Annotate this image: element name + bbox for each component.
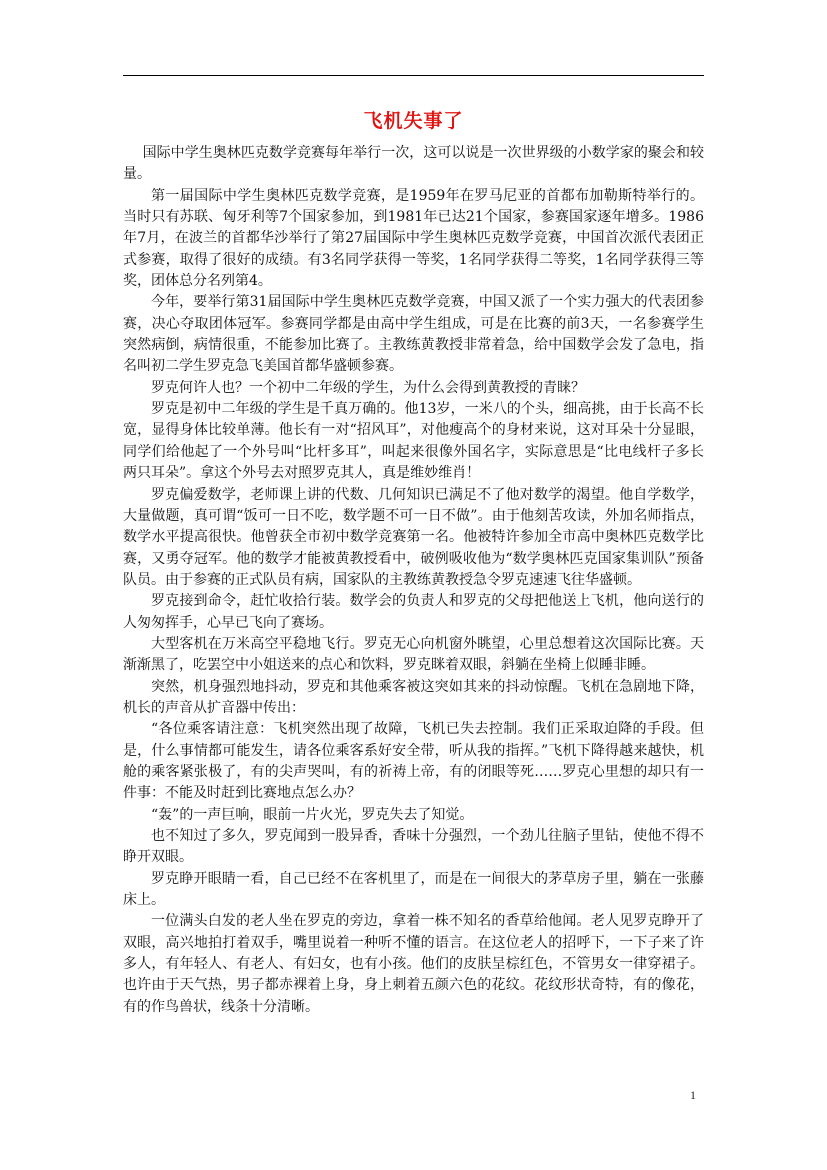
paragraph: 第一届国际中学生奥林匹克数学竞赛，是1959年在罗马尼亚的首都布加勒斯特举行的。当时只有苏联、匈牙利等7个国家参加，到1981年已达21个国家，参赛国家逐年增多。1986年7月，在波兰的首都华沙举行了第27届国际中学生奥林匹克数学竞赛，中国首次派代表团正式参赛，取得了很好的成绩。有3名同学获得一等奖，1名同学获得二等奖，1名同学获得三等奖，团体总分名列第4。 (123, 187, 704, 290)
paragraph: 突然，机身强烈地抖动，罗克和其他乘客被这突如其来的抖动惊醒。飞机在急剧地下降，机长的声音从扩音器中传出： (123, 678, 704, 716)
paragraph: 罗克何许人也？一个初中二年级的学生，为什么会得到黄教授的青睐？ (151, 379, 585, 396)
article-body (123, 143, 704, 1018)
paragraph: 一位满头白发的老人坐在罗克的旁边，拿着一株不知名的香草给他闻。老人见罗克睁开了双眼，高兴地拍打着双手，嘴里说着一种听不懂的语言。在这位老人的招呼下，一下子来了许多人，有年轻人、有老人、有妇女，也有小孩。他们的皮肤呈棕红色，不管男女一律穿裙子。也许由于天气热，男子都赤裸着上身，身上刺着五颜六色的花纹。花纹形状奇特，有的像花，有的作鸟兽状，线条十分清晰。 (123, 913, 704, 1015)
paragraph: 大型客机在万米高空平稳地飞行。罗克无心向机窗外眺望，心里总想着这次国际比赛。天渐渐黑了，吃罢空中小姐送来的点心和饮料，罗克眯着双眼，斜躺在坐椅上似睡非睡。 (123, 635, 704, 674)
header-rule (123, 75, 704, 76)
paragraph: 也不知过了多久，罗克闻到一股异香，香味十分强烈，一个劲儿往脑子里钻，使他不得不睁开双眼。 (123, 828, 704, 866)
paragraph: 罗克睁开眼睛一看，自己已经不在客机里了，而是在一间很大的茅草房子里，躺在一张藤床上。 (123, 870, 704, 909)
paragraph: 国际中学生奥林匹克数学竞赛每年举行一次，这可以说是一次世界级的小数学家的聚会和较量。 (123, 145, 704, 183)
paragraph: 罗克偏爱数学，老师课上讲的代数、几何知识已满足不了他对数学的渴望。他自学数学，大量做题，真可谓“饭可一日不吃，数学题不可一日不做”。由于他刻苦攻读，外加名师指点，数学水平提高很快。他曾获全市初中数学竞赛第一名。他被特许参加全市高中奥林匹克数学比赛，又勇夺冠军。他的数学才能被黄教授看中，破例吸收他为“数学奥林匹克国家集训队”预备队员。由于参赛的正式队员有病，国家队的主教练黄教授急令罗克速速飞往华盛顿。 (123, 486, 704, 588)
paragraph: 罗克是初中二年级的学生是千真万确的。他13岁，一米八的个头，细高挑，由于长高不长宽，显得身体比较单薄。他长有一对“招风耳”，对他瘦高个的身材来说，这对耳朵十分显眼，同学们给他起了一个外号叫“比杆多耳”，叫起来很像外国名字，实际意思是“比电线杆子多长两只耳朵”。拿这个外号去对照罗克其人，真是维妙维肖！ (123, 401, 704, 482)
page-number: 1 (690, 1088, 696, 1102)
paragraph: “轰”的一声巨响，眼前一片火光，罗克失去了知觉。 (151, 806, 474, 823)
paragraph: 今年，要举行第31届国际中学生奥林匹克数学竞赛，中国又派了一个实力强大的代表团参赛，决心夺取团体冠军。参赛同学都是由高中学生组成，可是在比赛的前3天，一名参赛学生突然病倒，病情很重，不能参加比赛了。主教练黄教授非常着急，给中国数学会发了急电，指名叫初二学生罗克急飞美国首都华盛顿参赛。 (123, 294, 704, 375)
paragraph: 罗克接到命令，赶忙收拾行装。数学会的负责人和罗克的父母把他送上飞机，他向送行的人匆匆挥手，心早已飞向了赛场。 (123, 593, 704, 631)
paragraph: “各位乘客请注意：飞机突然出现了故障，飞机已失去控制。我们正采取迫降的手段。但是，什么事情都可能发生，请各位乘客系好安全带，听从我的指挥。”飞机下降得越来越快，机舱的乘客紧张极了，有的尖声哭叫，有的祈祷上帝，有的闭眼等死……罗克心里想的却只有一件事：不能及时赶到比赛地点怎么办？ (123, 721, 704, 802)
page-title: 飞机失事了 (363, 110, 464, 132)
